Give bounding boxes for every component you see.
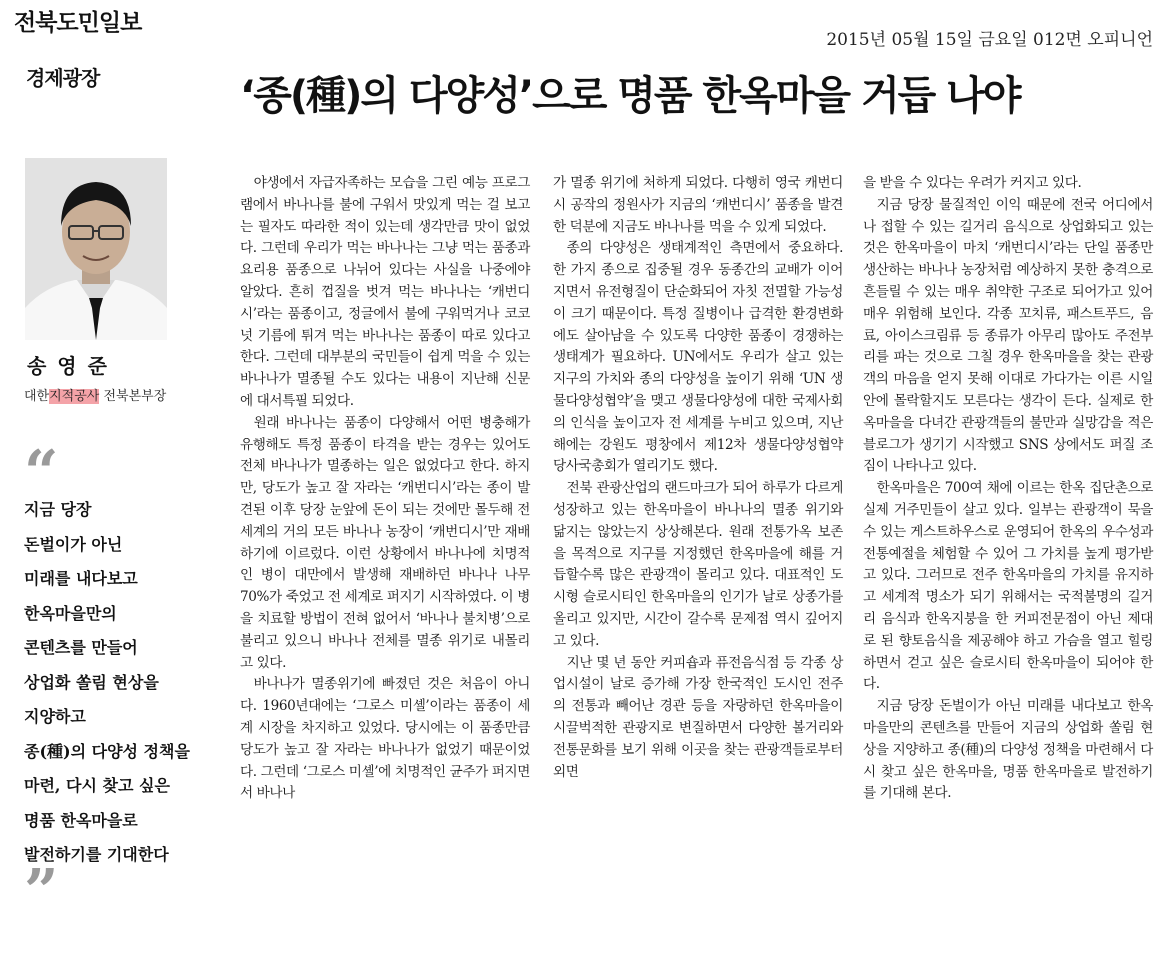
pullquote-line: 지양하고 [24,707,86,726]
pullquote-line: 명품 한옥마을로 [24,810,138,830]
pullquote-line: 상업화 쏠림 현상을 [24,672,159,692]
article-column-2 [553,173,843,783]
pullquote-line: 마련, 다시 찾고 싶은 [24,776,170,795]
pullquote-line: 돈벌이가 아닌 [24,534,123,554]
publication-name: 전북도민일보 [14,10,142,36]
paragraph: 지금 당장 물질적인 이익 때문에 전국 어디에서나 접할 수 있는 길거리 음식으로 상업화되고 있는 것은 한옥마을이 마치 ‘캐번디시’라는 단일 품종만 생산하는 바나나 농장처럼 예상하지 못한 충격으로 흔들릴 수 있는 매우 취약한 구조로 되어가고 있어 매우 위험해 보인다. 각종 꼬치류, 패스트푸드, 음료, 아이스크림류 등 종류가 아무리 많아도 주전부리를 파는 것으로 그칠 경우 한옥마을을 찾는 관광객의 마음을 얻지 못해 이대로 가다가는 이른 시일 안에 몰락할지도 모른다는 생각이 든다. 실제로 한옥마을을 다녀간 관광객들의 불만과 실망감을 적은 블로그가 생기기 시작했고 SNS 상에서도 퍼질 조짐이 나타나고 있다. [863,196,1153,475]
author-title-suffix: 전북본부장 [99,389,167,404]
article-column-3 [863,173,1153,805]
author-name: 송 영 준 [27,354,109,378]
paragraph: 원래 바나나는 품종이 다양해서 어떤 병충해가 유행해도 특정 품종이 타격을 받는 경우는 있어도 전체 바나나가 멸종하는 일은 없었다고 한다. 하지만, 당도가 높고 잘 자라는 ‘캐번디시’라는 종이 발견된 이후 당장 눈앞에 돈이 되는 것에만 몰두해 전 세계의 거의 모든 바나나 농장이 ‘캐번디시’만 재배하기에 이르렀다. 이런 상황에서 바나나에 치명적인 병이 대만에서 발생해 재배하던 바나나 나무 70%가 죽었고 전 세계로 퍼지기 시작하였다. 이 병을 치료할 방법이 전혀 없어서 ‘바나나 불치병’으로 불리고 있으니 바나나 전체를 멸종 위기로 내몰리고 있다. [240,414,530,671]
paragraph: 지난 몇 년 동안 커피숍과 퓨전음식점 등 각종 상업시설이 날로 증가해 가장 한국적인 도시인 전주의 전통과 빼어난 경관 등을 자랑하던 한옥마을이 시끌벅적한 관광지로 변질하면서 다양한 볼거리와 전통문화를 보기 위해 이곳을 찾는 관광객들로부터 외면 [553,654,843,780]
pullquote-line: 발전하기를 기대한다 [24,845,169,864]
pullquote-line: 콘텐츠를 만들어 [24,638,138,657]
pullquote-line: 미래를 내다보고 [24,569,138,588]
author-title [24,385,166,404]
pullquote-line: 종(種)의 다양성 정책을 [24,741,190,761]
paragraph: 지금 당장 돈벌이가 아닌 미래를 내다보고 한옥마을만의 콘텐츠를 만들어 지금의 상업화 쏠림 현상을 지양하고 종(種)의 다양성 정책을 마련해서 다시 찾고 싶은 한옥마을, 명품 한옥마을로 발전하기를 기대해 본다. [863,698,1153,802]
author-title-highlight: 지적공사 [49,389,100,404]
section-title: 경제광장 [26,66,100,90]
article-column-1 [240,173,530,805]
pullquote-line: 지금 당장 [24,500,92,519]
paragraph: 바나나가 멸종위기에 빠졌던 것은 처음이 아니다. 1960년대에는 ‘그로스 미셸’이라는 품종이 세계 시장을 차지하고 있었다. 당시에는 이 품종만큼 당도가 높고 잘 자라는 바나나가 없었기 때문이었다. 그런데 ‘그로스 미셸’에 치명적인 균주가 퍼지면서 바나나 [240,676,530,802]
dateline: 2015년 05월 15일 금요일 012면 오피니언 [826,30,1153,50]
paragraph: 한옥마을은 700여 채에 이르는 한옥 집단촌으로 실제 거주민들이 살고 있다. 일부는 관광객이 묵을 수 있는 게스트하우스로 운영되어 한옥의 우수성과 전통예절을 체험할 수 있어 그 가치를 높게 평가받고 있다. 그러므로 전주 한옥마을의 가치를 유지하고 세계적 명소가 되기 위해서는 국적불명의 길거리 음식과 한옥지붕을 한 커피전문점이 아닌 제대로 된 향토음식을 제공해야 하고 가슴을 열고 힐링하면서 걷고 싶은 슬로시티 한옥마을이 되어야 한다. [863,480,1153,693]
paragraph: 종의 다양성은 생태계적인 측면에서 중요하다. 한 가지 종으로 집중될 경우 동종간의 교배가 이어지면서 유전형질이 단순화되어 자칫 전멸할 가능성이 크기 때문이다. 특정 질병이나 급격한 환경변화에도 살아남을 수 있도록 다양한 품종이 경쟁하는 생태계가 필요하다. UN에서도 우리가 살고 있는 지구의 가치와 종의 다양성을 높이기 위해 ‘UN 생물다양성협약’을 맺고 생물다양성에 대한 국제사회의 인식을 높이고자 전 세계를 누비고 있으며, 지난해에는 강원도 평창에서 제12차 생물다양성협약 당사국총회가 열리기도 했다. [553,240,843,475]
paragraph: 전북 관광산업의 랜드마크가 되어 하루가 다르게 성장하고 있는 한옥마을이 바나나의 멸종 위기와 닮지는 않았는지 상상해본다. 원래 전통가옥 보존을 목적으로 지구를 지정했던 한옥마을에 해를 거듭할수록 많은 관광객이 몰리고 있다. 대표적인 도시형 슬로시티인 한옥마을의 인기가 날로 상종가를 올리고 있지만, 시간이 갈수록 문제점 역시 깊어지고 있다. [553,480,843,649]
pullquote-line: 한옥마을만의 [24,603,117,623]
headline: ‘종(種)의 다양성’으로 명품 한옥마을 거듭 나야 [240,73,1020,119]
paragraph: 가 멸종 위기에 처하게 되었다. 다행히 영국 캐번디시 공작의 정원사가 지금의 ‘캐번디시’ 품종을 발견한 덕분에 지금도 바나나를 먹을 수 있게 되었다. [553,175,843,235]
author-title-prefix: 대한 [24,389,50,404]
paragraph: 을 받을 수 있다는 우려가 커지고 있다. [863,175,1082,191]
open-quote-mark: “ [24,438,59,508]
author-photo [25,158,167,340]
close-quote-mark: ” [24,857,59,927]
paragraph: 야생에서 자급자족하는 모습을 그린 예능 프로그램에서 바나나를 불에 구워서 맛있게 먹는 걸 보고는 필자도 따라한 적이 있는데 생각만큼 맛이 없었다. 그런데 우리가 먹는 바나나는 그냥 먹는 품종과 요리용 품종으로 나뉘어 있다는 사실을 나중에야 알았다. 흔히 껍질을 벗겨 먹는 바나나는 ‘캐번디시’라는 품종이고, 정글에서 불에 구워먹거나 코코넛 기름에 튀겨 먹는 바나나는 품종이 따로 있다고 한다. 그런데 대부분의 국민들이 쉽게 먹을 수 있는 바나나가 멸종될 수도 있다는 내용이 지난해 신문에 대서특필 되었다. [240,175,530,409]
pullquote [24,493,224,873]
